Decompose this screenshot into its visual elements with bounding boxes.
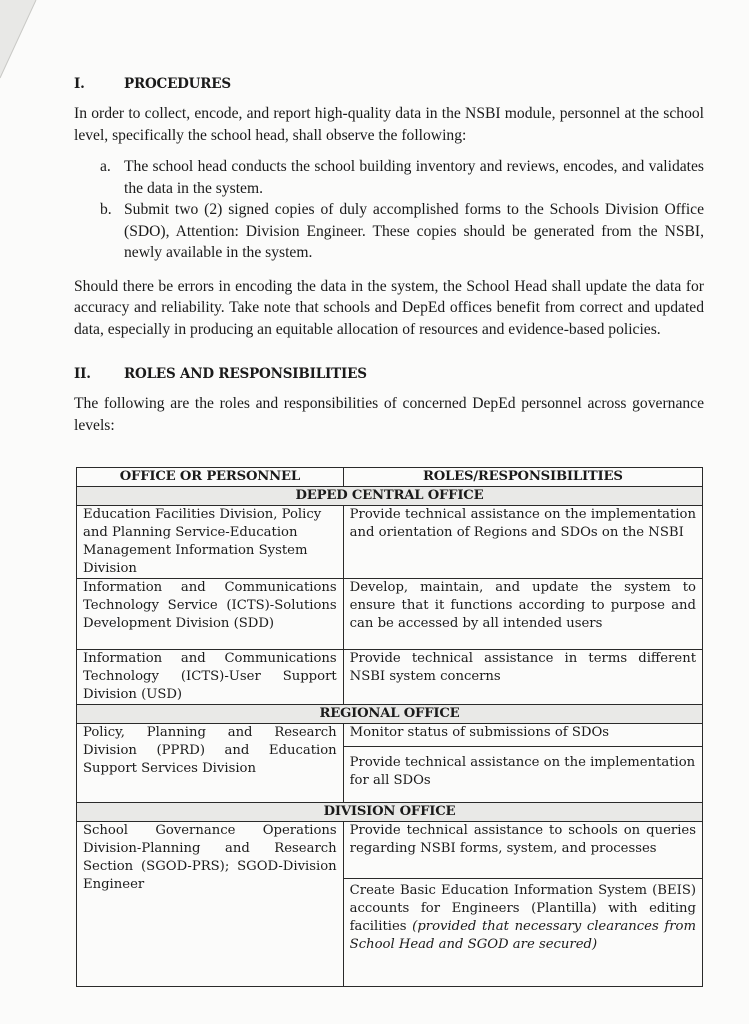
group-row-central-office — [77, 487, 703, 506]
table-row — [77, 822, 703, 879]
roles-cell — [343, 879, 702, 987]
list-item — [100, 199, 704, 264]
section-number: II. — [74, 366, 91, 382]
table-row — [77, 579, 703, 650]
table-row — [77, 650, 703, 705]
roles-cell: Provide technical assistance on the implementation for all SDOs — [343, 747, 702, 803]
list-item-text: The school head conducts the school building inventory and reviews, encodes, and validates the data in the system. — [124, 158, 704, 197]
document-body — [74, 76, 704, 436]
office-cell: Information and Communications Technology (ICTS)-User Support Division (USD) — [77, 650, 344, 705]
table-row — [77, 724, 703, 747]
procedures-list — [74, 156, 704, 264]
office-cell: School Governance Operations Division-Planning and Research Section (SGOD-PRS); SGOD-Division Engineer — [77, 822, 344, 987]
list-item — [100, 156, 704, 199]
group-row-regional-office — [77, 705, 703, 724]
list-marker: b. — [100, 201, 112, 218]
table-row — [77, 506, 703, 579]
roles-note: (provided that necessary clearances from School Head and SGOD are secured) — [349, 919, 696, 952]
procedures-intro: In order to collect, encode, and report high-quality data in the NSBI module, personnel at the school level, specifically the school head, shall observe the following: — [74, 105, 704, 144]
group-row-division-office — [77, 803, 703, 822]
office-cell: Education Facilities Division, Policy and Planning Service-Education Management Information System Division — [77, 506, 344, 579]
list-marker: a. — [100, 158, 111, 175]
section-title: PROCEDURES — [124, 76, 231, 92]
section-heading-roles — [74, 366, 704, 382]
roles-intro: The following are the roles and responsibilities of concerned DepEd personnel across governance levels: — [74, 395, 704, 434]
column-header-roles: ROLES/RESPONSIBILITIES — [343, 468, 702, 487]
procedures-closing: Should there be errors in encoding the data in the system, the School Head shall update the data for accuracy and reliability. Take note that schools and DepEd offices benefit from correct and updated data, especially in producing an equitable allocation of resources and evidence-based policies. — [74, 277, 704, 338]
roles-cell: Monitor status of submissions of SDOs — [343, 724, 702, 747]
list-item-text: Submit two (2) signed copies of duly accomplished forms to the Schools Division Office (SDO), Attention: Division Engineer. These copies should be generated from the NSBI, newly available in the system. — [124, 201, 704, 261]
roles-cell: Provide technical assistance in terms different NSBI system concerns — [343, 650, 702, 705]
group-label: DIVISION OFFICE — [77, 803, 703, 822]
group-label: REGIONAL OFFICE — [77, 705, 703, 724]
office-cell: Information and Communications Technology Service (ICTS)-Solutions Development Division (SDD) — [77, 579, 344, 650]
section-title: ROLES AND RESPONSIBILITIES — [124, 366, 367, 382]
roles-text: Create Basic Education Information System (BEIS) accounts for Engineers (Plantilla) with editing facilities — [349, 883, 696, 934]
roles-table — [76, 467, 703, 987]
column-header-office: OFFICE OR PERSONNEL — [77, 468, 344, 487]
roles-cell: Provide technical assistance on the implementation and orientation of Regions and SDOs on the NSBI — [343, 506, 702, 579]
group-label: DEPED CENTRAL OFFICE — [77, 487, 703, 506]
table-header-row — [77, 468, 703, 487]
roles-cell: Provide technical assistance to schools on queries regarding NSBI forms, system, and processes — [343, 822, 702, 879]
section-heading-procedures — [74, 76, 704, 92]
section-number: I. — [74, 76, 85, 92]
office-cell: Policy, Planning and Research Division (PPRD) and Education Support Services Division — [77, 724, 344, 803]
roles-cell: Develop, maintain, and update the system to ensure that it functions according to purpose and can be accessed by all intended users — [343, 579, 702, 650]
